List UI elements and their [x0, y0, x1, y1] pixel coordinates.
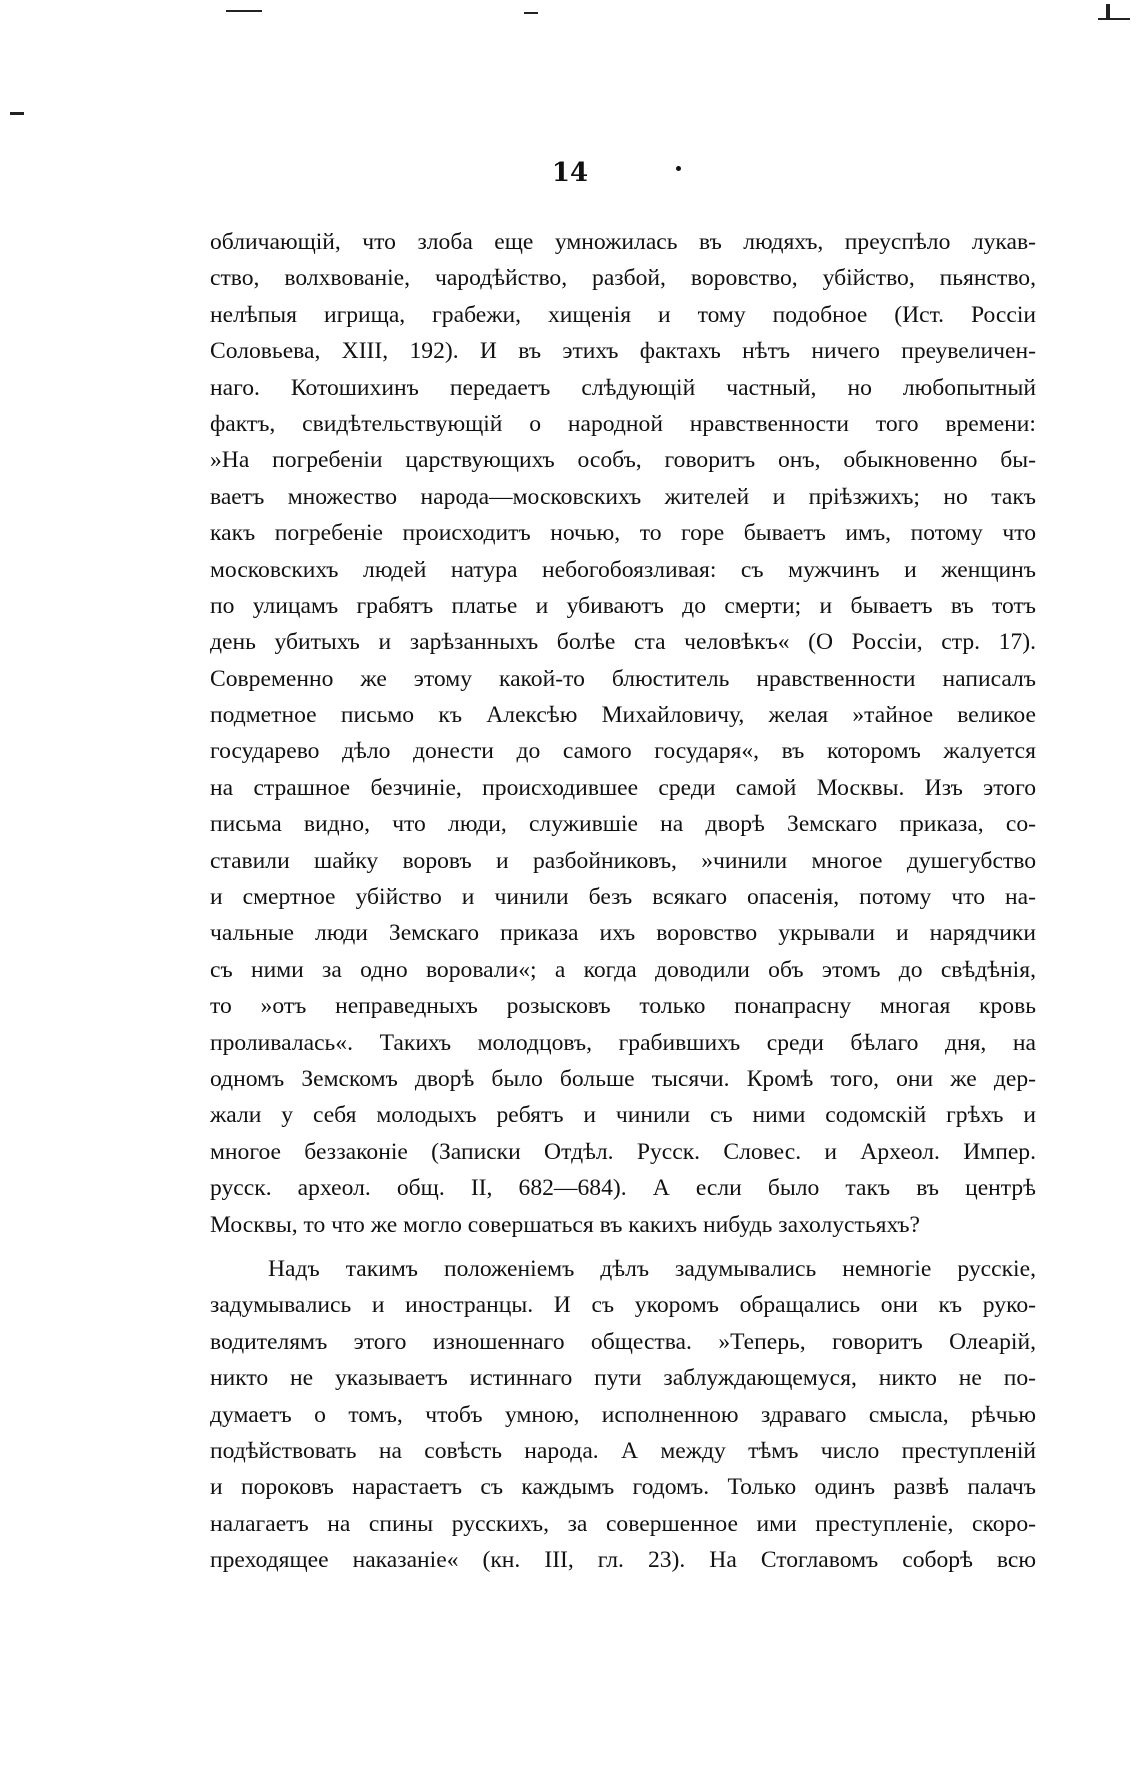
text-line: преходящее наказаніе« (кн. III, гл. 23). На Стоглавомъ соборѣ всю — [210, 1547, 1036, 1574]
text-line: нелѣпыя игрища, грабежи, хищенія и тому подобное (Ист. Россіи — [210, 301, 1036, 328]
text-line: налагаетъ на спины русскихъ, за совершенное ими преступленіе, скоро- — [210, 1510, 1036, 1537]
text-line: то »отъ неправедныхъ розысковъ только понапрасну многая кровь — [210, 993, 1036, 1020]
page-number: 14 — [551, 158, 589, 188]
text-line: проливалась«. Такихъ молодцовъ, грабившихъ среди бѣлаго дня, на — [210, 1029, 1036, 1056]
body-text — [210, 224, 1036, 1578]
text-line: Соловьева, XIII, 192). И въ этихъ фактахъ нѣтъ ничего преувеличен- — [210, 338, 1036, 365]
text-line: Надъ такимъ положеніемъ дѣлъ задумывались немногіе русскіе, — [268, 1255, 1036, 1282]
text-line: многое беззаконіе (Записки Отдѣл. Русск. Словес. и Археол. Импер. — [210, 1138, 1036, 1165]
text-line: русск. археол. общ. II, 682—684). А если было такъ въ центрѣ — [210, 1175, 1036, 1202]
text-line: Москвы, то что же могло совершаться въ какихъ нибудь захолустьяхъ? — [210, 1211, 921, 1238]
scan-mark — [1098, 18, 1130, 20]
text-line: какъ погребеніе происходитъ ночью, то горе бываетъ имъ, потому что — [210, 520, 1036, 547]
text-line: московскихъ людей натура небогобоязливая: съ мужчинъ и женщинъ — [210, 556, 1036, 583]
scan-mark — [10, 112, 24, 115]
text-line: и пороковъ нарастаетъ съ каждымъ годомъ. Только одинъ развѣ палачъ — [210, 1474, 1036, 1501]
text-line: и смертное убійство и чинили безъ всякаго опасенія, потому что на- — [210, 884, 1036, 911]
text-line: по улицамъ грабятъ платье и убиваютъ до смерти; и бываетъ въ тотъ — [210, 592, 1036, 619]
text-line: на страшное безчиніе, происходившее среди самой Москвы. Изъ этого — [210, 774, 1036, 801]
text-line: задумывались и иностранцы. И съ укоромъ обращались они къ руко- — [210, 1292, 1036, 1319]
text-line: наго. Котошихинъ передаетъ слѣдующій частный, но любопытный — [210, 374, 1036, 401]
text-line: Современно же этому какой-то блюститель нравственности написалъ — [210, 665, 1036, 692]
text-line: подѣйствовать на совѣсть народа. А между тѣмъ число преступленій — [210, 1437, 1036, 1464]
text-line: обличающій, что злоба еще умножилась въ людяхъ, преуспѣло лукав- — [210, 229, 1036, 255]
text-line: ставили шайку воровъ и разбойниковъ, »чинили многое душегубство — [210, 847, 1036, 874]
text-line: ство, волхвованіе, чародѣйство, разбой, воровство, убійство, пьянство, — [210, 265, 1036, 292]
text-line: съ ними за одно воровали«; а когда доводили объ этомъ до свѣдѣнія, — [210, 956, 1036, 983]
stray-dot — [676, 166, 681, 171]
text-line: государево дѣло донести до самого государя«, въ которомъ жалуется — [210, 738, 1036, 765]
text-line: »На погребеніи царствующихъ особъ, говоритъ онъ, обыкновенно бы- — [210, 447, 1036, 474]
text-line: фактъ, свидѣтельствующій о народной нравственности того времени: — [210, 410, 1036, 437]
text-line: чальные люди Земскаго приказа ихъ воровство укрывали и нарядчики — [210, 920, 1036, 947]
text-line: жали у себя молодыхъ ребятъ и чинили съ ними содомскій грѣхъ и — [210, 1102, 1036, 1129]
text-line: письма видно, что люди, служившіе на дворѣ Земскаго приказа, со- — [210, 811, 1036, 838]
text-line: водителямъ этого изношеннаго общества. »Теперь, говоритъ Олеарій, — [210, 1328, 1036, 1355]
text-line: ваетъ множество народа—московскихъ жителей и пріѣзжихъ; но такъ — [210, 483, 1036, 510]
text-line: день убитыхъ и зарѣзанныхъ болѣе ста человѣкъ« (О Россіи, стр. 17). — [210, 629, 1036, 656]
text-line: подметное письмо къ Алексѣю Михайловичу, желая »тайное великое — [210, 702, 1036, 729]
scan-mark — [524, 12, 538, 14]
scan-mark — [1106, 4, 1110, 18]
text-line: одномъ Земскомъ дворѣ было больше тысячи. Кромѣ того, они же дер- — [210, 1065, 1036, 1092]
scan-mark — [226, 10, 262, 12]
text-line: никто не указываетъ истиннаго пути заблуждающемуся, никто не по- — [210, 1365, 1036, 1392]
paragraph-gap — [210, 1243, 1036, 1251]
text-line: думаетъ о томъ, чтобъ умною, исполненною здраваго смысла, рѣчью — [210, 1401, 1036, 1428]
